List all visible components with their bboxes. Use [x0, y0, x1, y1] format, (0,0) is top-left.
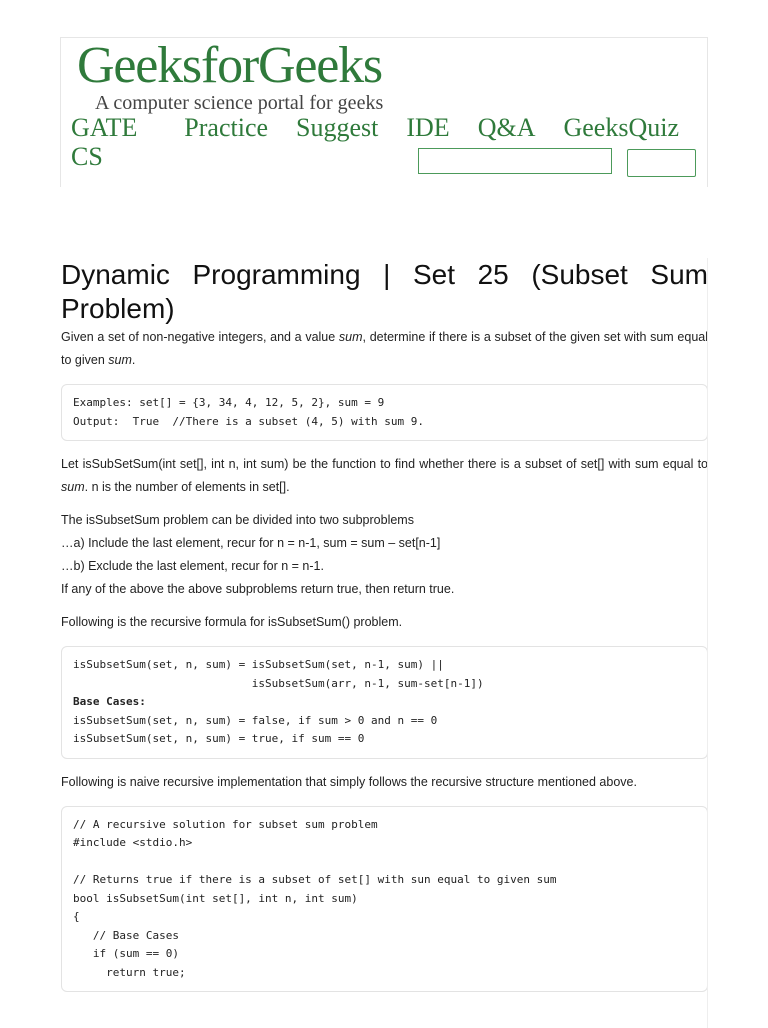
code-line: Output: True //There is a subset (4, 5) with sum 9. — [73, 414, 424, 428]
subproblems-paragraph — [61, 509, 708, 601]
code-line: isSubsetSum(set, n, sum) = isSubsetSum(set, n-1, sum) || — [73, 658, 444, 671]
naive-code-block — [61, 806, 708, 993]
article — [61, 258, 708, 1004]
code-line — [73, 853, 696, 872]
subproblem-line: The isSubsetSum problem can be divided into two subproblems — [61, 513, 414, 527]
subproblem-line: …b) Exclude the last element, recur for n = n-1. — [61, 559, 324, 573]
example-code-block — [61, 384, 708, 441]
site-tagline: A computer science portal for geeks — [95, 92, 384, 114]
site-logo[interactable]: GeeksforGeeks — [77, 37, 382, 94]
nav-item-suggest[interactable]: Suggest — [296, 113, 379, 142]
subproblem-line: If any of the above the above subproblems return true, then return true. — [61, 582, 455, 596]
nav-item-practice[interactable]: Practice — [184, 113, 269, 142]
search-button[interactable] — [627, 149, 696, 177]
site-header — [60, 37, 708, 187]
code-line: // Base Cases — [73, 928, 179, 942]
naive-intro: Following is naive recursive implementation that simply follows the recursive structure mentioned above. — [61, 774, 637, 789]
formula-intro: Following is the recursive formula for isSubsetSum() problem. — [61, 615, 403, 629]
code-line: // A recursive solution for subset sum problem — [73, 817, 378, 831]
nav-item-gate-cs[interactable]: GATE CS — [71, 113, 138, 171]
formula-code-block — [61, 646, 708, 759]
function-description: Let isSubSetSum(int set[], int n, int sum) be the function to find whether there is a subset of set[] with sum equal to sum. n is the number of elements in set[]. — [61, 457, 708, 494]
search-input[interactable] — [418, 148, 612, 174]
code-line: #include <stdio.h> — [73, 836, 193, 849]
code-line: isSubsetSum(set, n, sum) = true, if sum == 0 — [73, 732, 365, 745]
nav-item-ide[interactable]: IDE — [406, 113, 450, 142]
code-line: { — [73, 910, 80, 923]
base-cases-heading: Base Cases: — [73, 695, 146, 708]
code-line: bool isSubsetSum(int set[], int n, int sum) — [73, 891, 358, 905]
code-line: // Returns true if there is a subset of set[] with sun equal to given sum — [73, 873, 557, 886]
code-line: isSubsetSum(set, n, sum) = false, if sum > 0 and n == 0 — [73, 713, 438, 727]
subproblem-line: …a) Include the last element, recur for n = n-1, sum = sum – set[n-1] — [61, 536, 441, 550]
code-line: return true; — [73, 965, 186, 979]
nav-item-geeksquiz[interactable]: GeeksQuiz — [563, 113, 679, 142]
code-line: if (sum == 0) — [73, 947, 179, 960]
nav-item-qa[interactable]: Q&A — [477, 113, 536, 142]
code-line: isSubsetSum(arr, n-1, sum-set[n-1]) — [73, 676, 484, 690]
article-title: Dynamic Programming | Set 25 (Subset Sum Problem) — [61, 259, 708, 324]
code-line: Examples: set[] = {3, 34, 4, 12, 5, 2}, sum = 9 — [73, 396, 385, 409]
intro-paragraph: Given a set of non-negative integers, and a value sum, determine if there is a subset of the given set with sum equal to given sum. — [61, 330, 708, 367]
